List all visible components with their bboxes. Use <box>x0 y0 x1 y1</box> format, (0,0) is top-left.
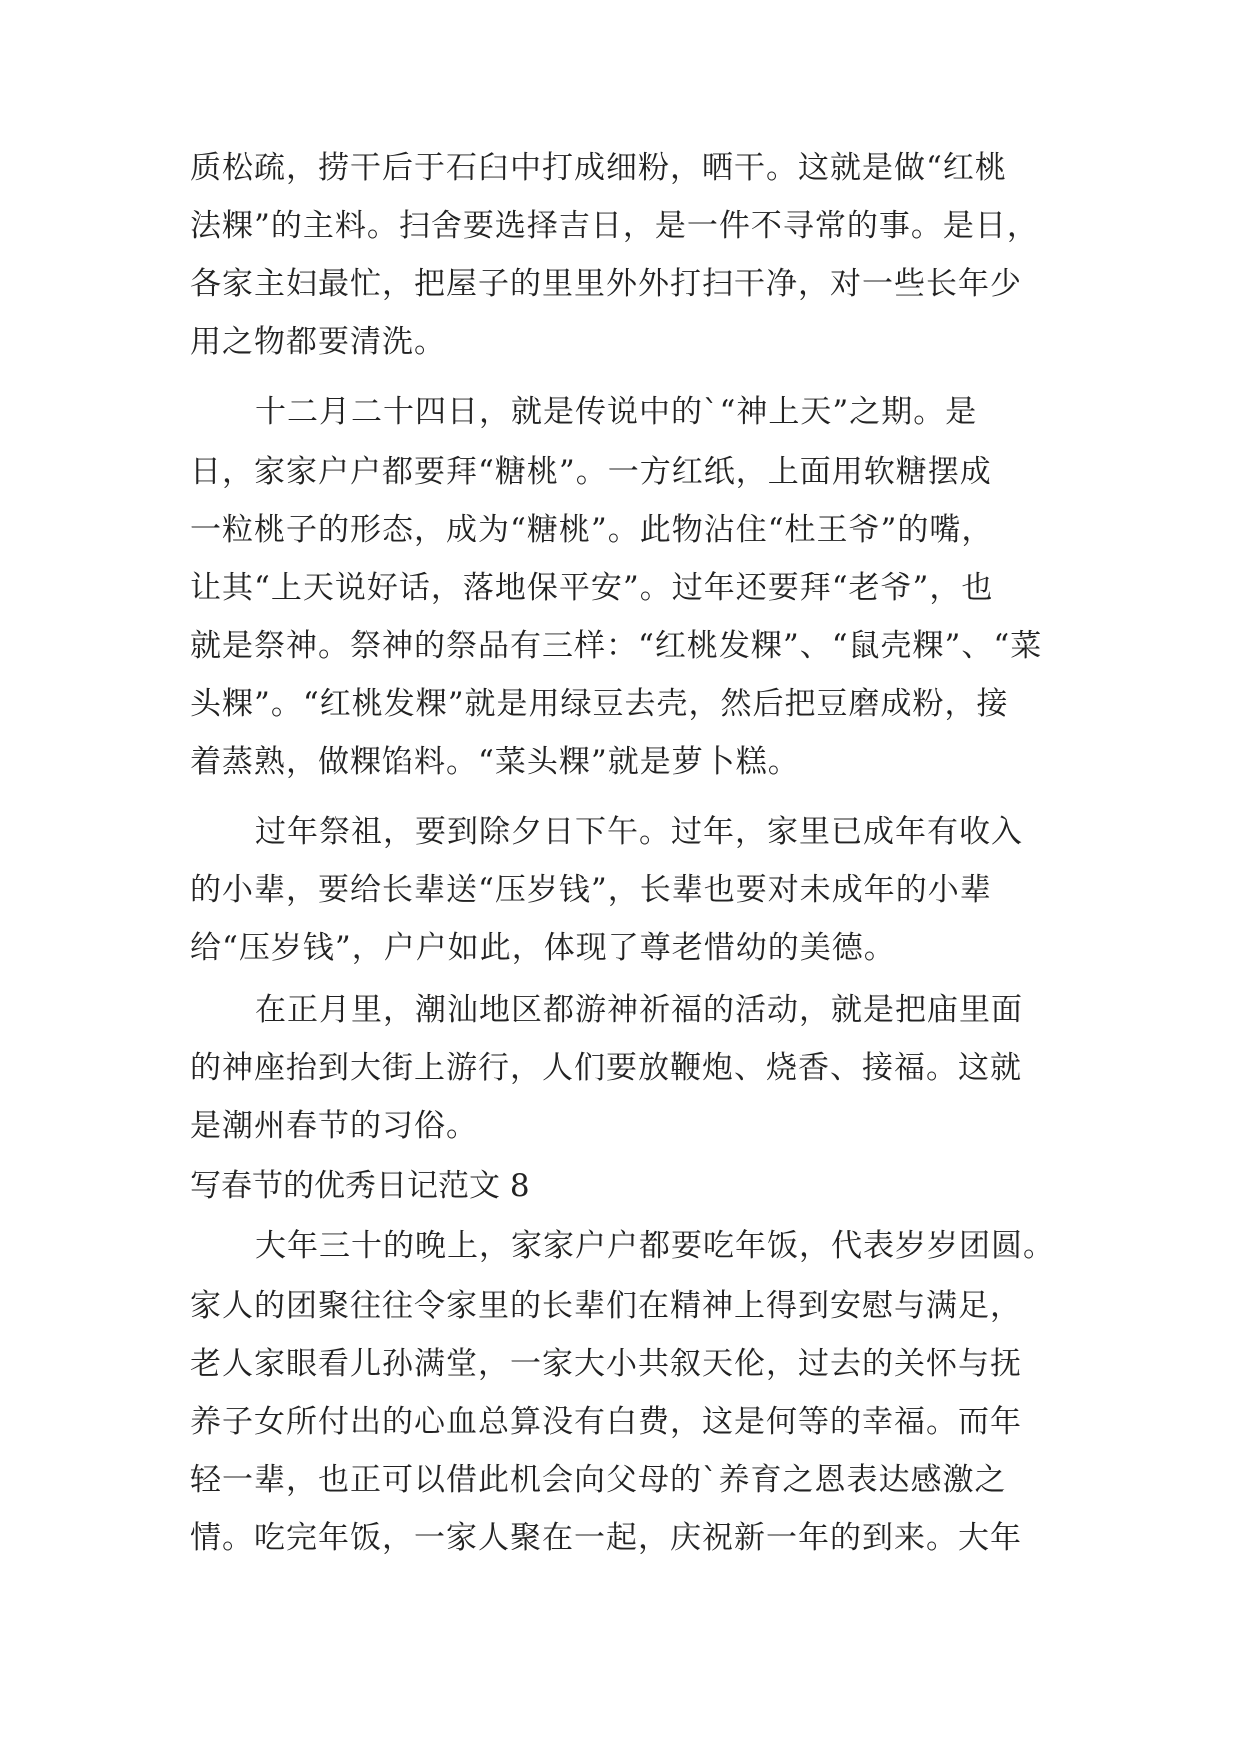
text-line: 就是祭神。祭神的祭品有三样：“红桃发粿”、“鼠壳粿”、“菜 <box>190 628 1043 664</box>
section-heading: 写春节的优秀日记范文 8 <box>190 1168 530 1204</box>
text-line: 轻一辈，也正可以借此机会向父母的`养育之恩表达感激之 <box>190 1462 1007 1498</box>
text-line: 一粒桃子的形态，成为“糖桃”。此物沾住“杜王爷”的嘴， <box>190 512 994 548</box>
text-line: 着蒸熟，做粿馅料。“菜头粿”就是萝卜糕。 <box>190 744 800 780</box>
text-line: 让其“上天说好话，落地保平安”。过年还要拜“老爷”，也 <box>190 570 994 606</box>
paragraph-start-line: 过年祭祖，要到除夕日下午。过年，家里已成年有收入 <box>255 814 1023 850</box>
text-line: 养子女所付出的心血总算没有白费，这是何等的幸福。而年 <box>190 1404 1022 1440</box>
paragraph-start-line: 大年三十的晚上，家家户户都要吃年饭，代表岁岁团圆。 <box>255 1228 1055 1264</box>
text-line: 老人家眼看儿孙满堂，一家大小共叙天伦，过去的关怀与抚 <box>190 1346 1022 1382</box>
text-line: 情。吃完年饭，一家人聚在一起，庆祝新一年的到来。大年 <box>190 1520 1022 1556</box>
text-line: 的小辈，要给长辈送“压岁钱”，长辈也要对未成年的小辈 <box>190 872 992 908</box>
text-line: 给“压岁钱”，户户如此，体现了尊老惜幼的美德。 <box>190 930 896 966</box>
text-line: 质松疏，捞干后于石臼中打成细粉，晒干。这就是做“红桃 <box>190 150 1007 186</box>
text-line: 是潮州春节的习俗。 <box>190 1108 478 1144</box>
paragraph-start-line: 在正月里，潮汕地区都游神祈福的活动，就是把庙里面 <box>255 992 1023 1028</box>
text-line: 家人的团聚往往令家里的长辈们在精神上得到安慰与满足， <box>190 1288 1022 1324</box>
text-line: 法粿”的主料。扫舍要选择吉日，是一件不寻常的事。是日， <box>190 208 1039 244</box>
text-line: 用之物都要清洗。 <box>190 324 446 360</box>
text-line: 日，家家户户都要拜“糖桃”。一方红纸，上面用软糖摆成 <box>190 454 992 490</box>
text-line: 头粿”。“红桃发粿”就是用绿豆去壳，然后把豆磨成粉，接 <box>190 686 1009 722</box>
paragraph-start-line: 十二月二十四日，就是传说中的`“神上天”之期。是 <box>255 394 978 430</box>
text-line: 的神座抬到大街上游行，人们要放鞭炮、烧香、接福。这就 <box>190 1050 1022 1086</box>
text-line: 各家主妇最忙，把屋子的里里外外打扫干净，对一些长年少 <box>190 266 1022 302</box>
